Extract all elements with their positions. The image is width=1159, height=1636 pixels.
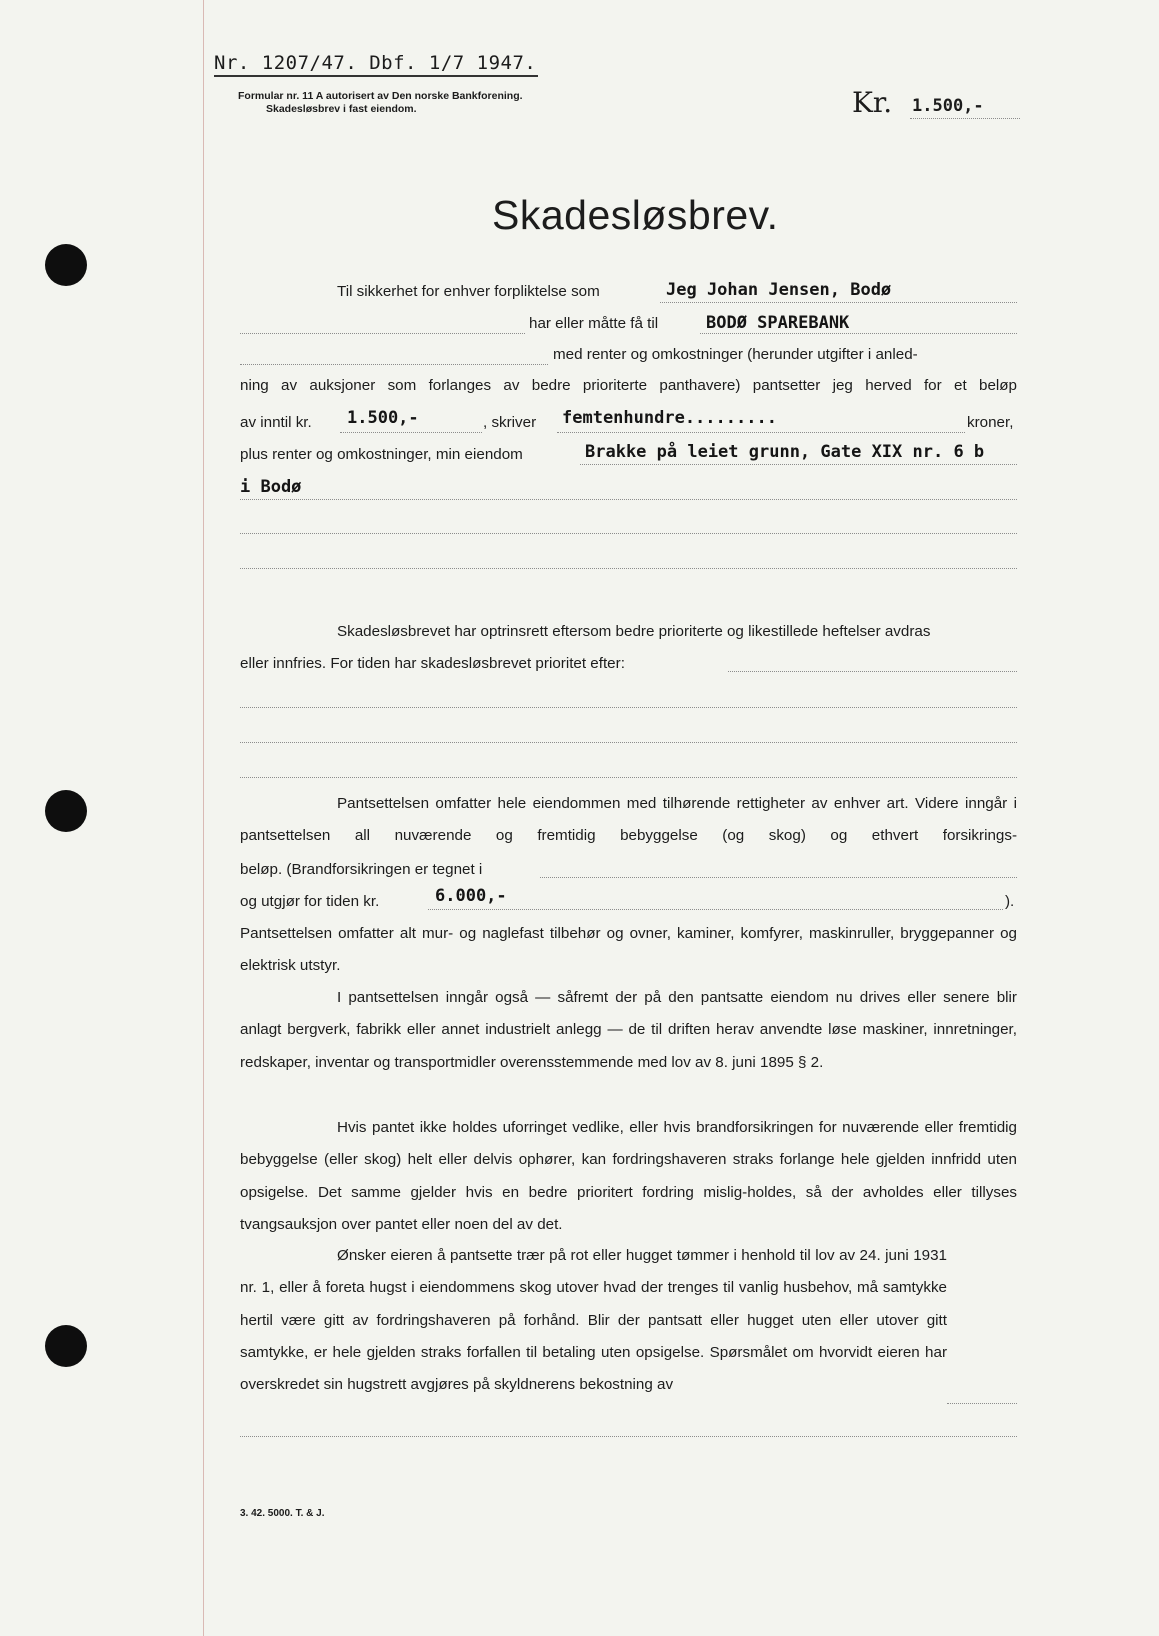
loan-amount: 1.500,- xyxy=(347,408,419,428)
amount-line xyxy=(910,118,1020,119)
insurance-line xyxy=(540,877,1017,878)
maintenance-paragraph: Hvis pantet ikke holdes uforringet vedlike, eller hvis brandforsikringen for nuværende eller fremtidig bebyggelse (eller skog) helt eller delvis ophører, kan fordringshaveren straks forlange hele gjelden innfridd uten opsigelse. Det samme gjelder hvis en bedre prioritert fordring mislig-holdes, så der avholdes eller tillyses tvangsauksjon over pantet eller noen del av det. xyxy=(240,1119,1017,1233)
blank-line xyxy=(240,707,1017,708)
punch-hole xyxy=(45,244,87,286)
fixtures-paragraph: Pantsettelsen omfatter alt mur- og naglefast tilbehør og ovner, kaminer, komfyrer, maskinruller, bryggepanner og elektrisk utstyr. xyxy=(240,925,1017,975)
property-description-cont: i Bodø xyxy=(240,477,302,497)
form-notice-line: Formular nr. 11 A autorisert av Den norske Bankforening. xyxy=(238,90,523,102)
creditor-name: BODØ SPAREBANK xyxy=(706,313,850,333)
creditor-label: har eller måtte få til xyxy=(529,315,659,332)
blank-line xyxy=(240,777,1017,778)
body-line: ning av auksjoner som forlanges av bedre prioriterte panthavere) pantsetter jeg herved for et beløp xyxy=(240,377,1017,394)
timber-paragraph: Ønsker eieren å pantsette trær på rot eller hugget tømmer i henhold til lov av 24. juni 1931 nr. 1, eller å foreta hugst i eiendommens skog utover hvad der trenges til vanlig husbehov, må samtykke hertil være gitt av fordringshaveren på forhånd. Blir der pantsatt eller hugget uten eller utover gitt samtykke, er hele gjelden straks forfallen til betaling uten opsigelse. Spørsmålet om hvorvidt eieren har overskredet sin hugstrett avgjøres på skyldnerens bekostning av xyxy=(240,1247,947,1394)
value-prefix: og utgjør for tiden kr. xyxy=(240,893,380,910)
intro-text: Til sikkerhet for enhver forpliktelse som xyxy=(337,283,600,300)
priority-line xyxy=(728,671,1017,672)
creditor-line xyxy=(700,333,1017,334)
punch-hole xyxy=(45,1325,87,1367)
fill-line xyxy=(240,364,548,365)
priority-text: Skadesløsbrevet har optrinsrett eftersom bedre prioriterte og likestillede heftelser avdras xyxy=(337,623,931,640)
amount-prefix: av inntil kr. xyxy=(240,414,312,431)
blank-line xyxy=(240,533,1017,534)
property-line xyxy=(240,499,1017,500)
blank-line xyxy=(240,742,1017,743)
property-prefix: plus renter og omkostninger, min eiendom xyxy=(240,446,523,463)
industrial-paragraph: I pantsettelsen inngår også — såfremt der på den pantsatte eiendom nu drives eller senere blir anlagt bergverk, fabrikk eller annet industrielt anlegg — de til driften herav anvendte løse maskiner, innretninger, redskaper, inventar og transportmidler overensstemmende med lov av 8. juni 1895 § 2. xyxy=(240,989,1017,1071)
kroner-label: kroner, xyxy=(967,414,1014,431)
value-suffix: ). xyxy=(1005,893,1015,910)
registration-reference: Nr. 1207/47. Dbf. 1/7 1947. xyxy=(214,52,538,77)
scope-paragraph: Pantsettelsen omfatter hele eiendommen med tilhørende rettigheter av enhver art. Videre inngår i pantsettelsen all nuværende og fremtidig bebyggelse (og skog) og ethvert forsikrings- xyxy=(240,795,1017,845)
property-description: Brakke på leiet grunn, Gate XIX nr. 6 b xyxy=(585,442,985,462)
insurance-value-line xyxy=(428,909,1003,910)
amount-label: Kr. xyxy=(852,86,893,119)
form-notice-line: Skadesløsbrev i fast eiendom. xyxy=(266,103,417,115)
blank-line xyxy=(240,568,1017,569)
punch-hole xyxy=(45,790,87,832)
debtor-name: Jeg Johan Jensen, Bodø xyxy=(666,280,892,300)
words-field-line xyxy=(557,432,965,433)
amount-field-line xyxy=(340,432,482,433)
print-code: 3. 42. 5000. T. & J. xyxy=(240,1508,325,1519)
header-amount: 1.500,- xyxy=(912,96,984,116)
insurance-value: 6.000,- xyxy=(435,886,507,906)
amount-in-words: femtenhundre......... xyxy=(562,408,777,428)
document-title: Skadesløsbrev. xyxy=(492,192,779,238)
priority-text: eller innfries. For tiden har skadesløsbrevet prioritet efter: xyxy=(240,655,625,672)
property-line xyxy=(580,464,1017,465)
blank-line xyxy=(240,1436,1017,1437)
form-notice xyxy=(238,90,523,116)
debtor-line xyxy=(660,302,1017,303)
words-prefix: , skriver xyxy=(483,414,537,431)
margin-rule xyxy=(203,0,204,1636)
body-line: med renter og omkostninger (herunder utgifter i anled- xyxy=(553,346,918,363)
fill-line xyxy=(240,333,525,334)
insurance-prefix: beløp. (Brandforsikringen er tegnet i xyxy=(240,861,483,878)
timber-line xyxy=(947,1403,1017,1404)
